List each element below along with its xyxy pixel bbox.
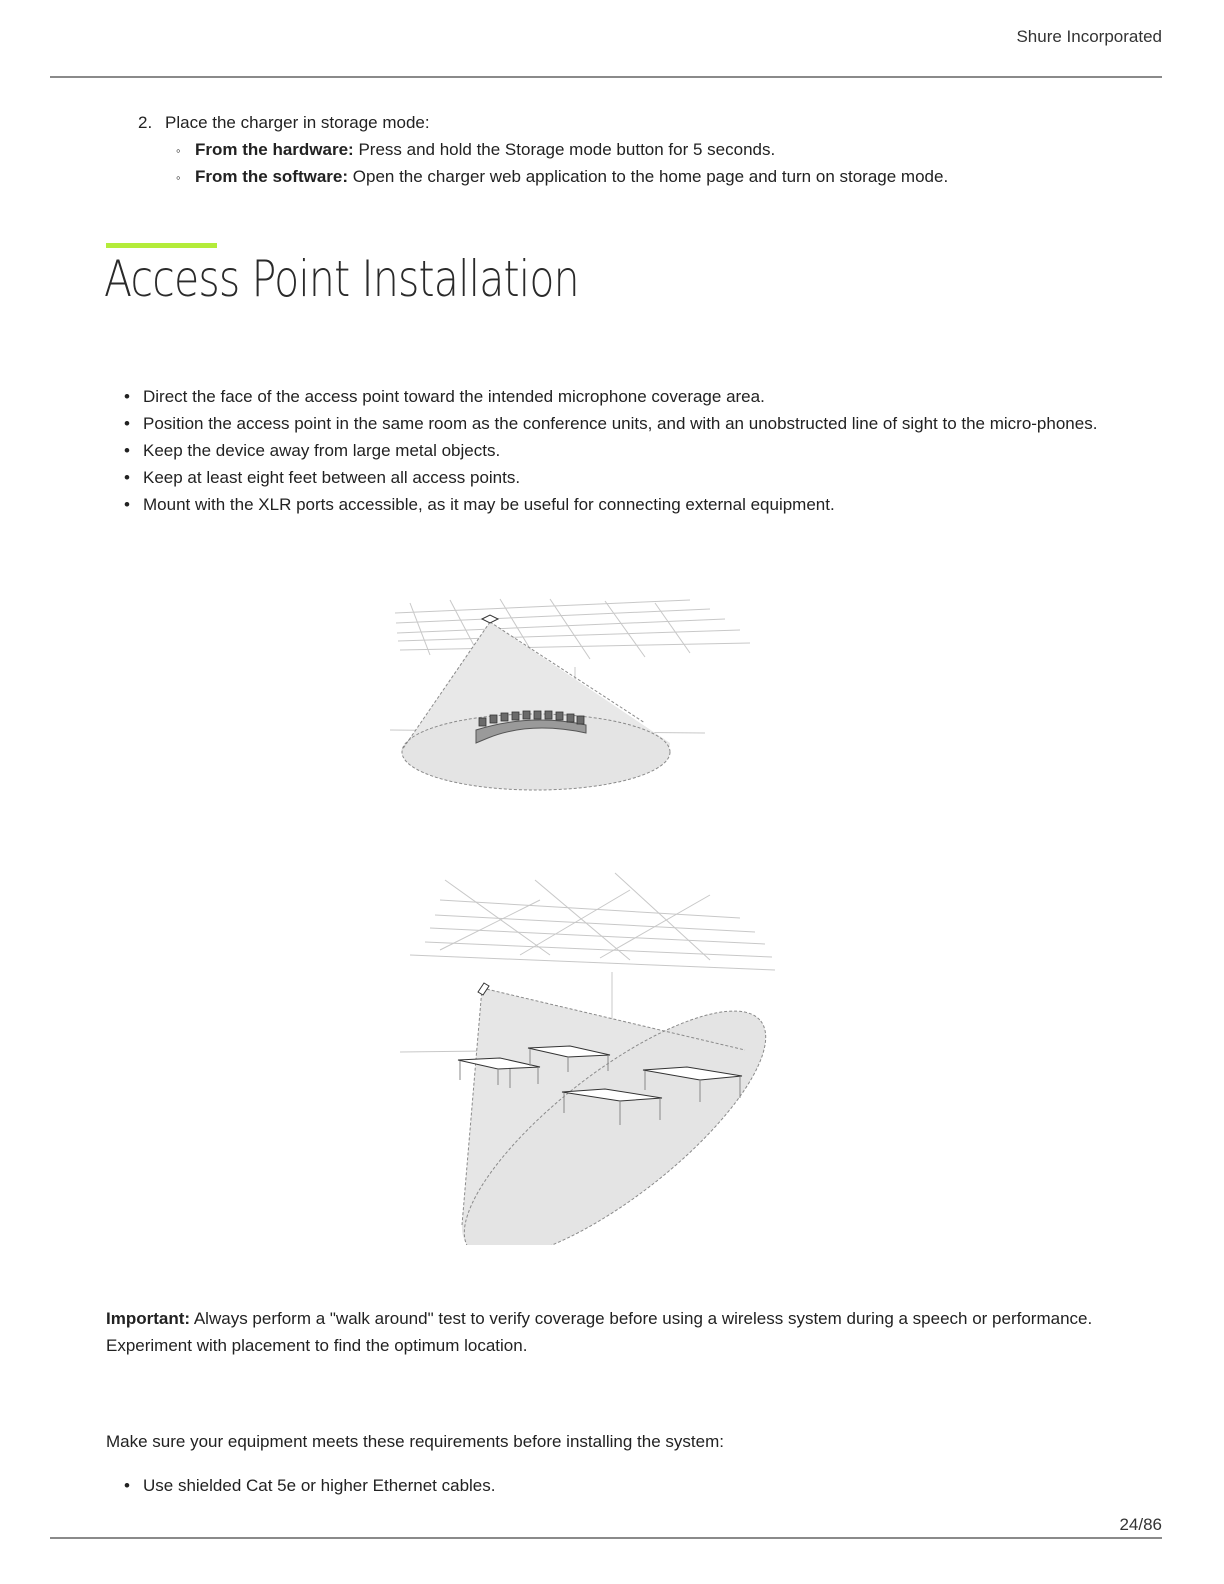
section-accent-bar bbox=[106, 243, 217, 248]
storage-option-software bbox=[176, 163, 948, 191]
page-number: 24/86 bbox=[1119, 1515, 1162, 1534]
angled-mount-coverage-illustration bbox=[400, 870, 780, 1245]
important-note bbox=[106, 1305, 1106, 1359]
list-item: • Position the access point in the same room as the conference units, and with an unobstructed line of sight to the micro-phones. bbox=[124, 410, 1114, 437]
list-item: • Direct the face of the access point toward the intended microphone coverage area. bbox=[124, 383, 1114, 410]
ceiling-mount-coverage-illustration bbox=[390, 595, 760, 800]
option-text: Open the charger web application to the home page and turn on storage mode. bbox=[352, 167, 949, 186]
important-label: Important: bbox=[106, 1309, 191, 1328]
header-company: Shure Incorporated bbox=[1016, 27, 1162, 46]
option-label: From the hardware: bbox=[195, 140, 354, 159]
step-text: Place the charger in storage mode: bbox=[165, 113, 430, 132]
important-text: Always perform a "walk around" test to verify coverage before using a wireless system during a speech or performance. Experiment with placement to find the optimum location. bbox=[106, 1309, 1093, 1355]
header-divider bbox=[50, 76, 1162, 78]
list-item: • Keep at least eight feet between all access points. bbox=[124, 464, 1114, 491]
placement-guidelines bbox=[124, 383, 1114, 518]
list-item: • Mount with the XLR ports accessible, as it may be useful for connecting external equipment. bbox=[124, 491, 1114, 518]
option-label: From the software: bbox=[195, 167, 349, 186]
list-item: • Use shielded Cat 5e or higher Ethernet cables. bbox=[124, 1472, 1114, 1499]
requirements-list bbox=[124, 1472, 1114, 1499]
list-item: • Keep the device away from large metal objects. bbox=[124, 437, 1114, 464]
footer-divider bbox=[50, 1537, 1162, 1539]
option-text: Press and hold the Storage mode button for 5 seconds. bbox=[358, 140, 776, 159]
requirements-intro: Make sure your equipment meets these requirements before installing the system: bbox=[106, 1432, 724, 1451]
section-title: Access Point Installation bbox=[104, 250, 579, 308]
storage-step bbox=[138, 109, 430, 136]
step-number: 2. bbox=[138, 113, 153, 132]
storage-option-hardware bbox=[176, 136, 775, 164]
circle-bullet-icon: ◦ bbox=[176, 143, 181, 158]
circle-bullet-icon: ◦ bbox=[176, 170, 181, 185]
